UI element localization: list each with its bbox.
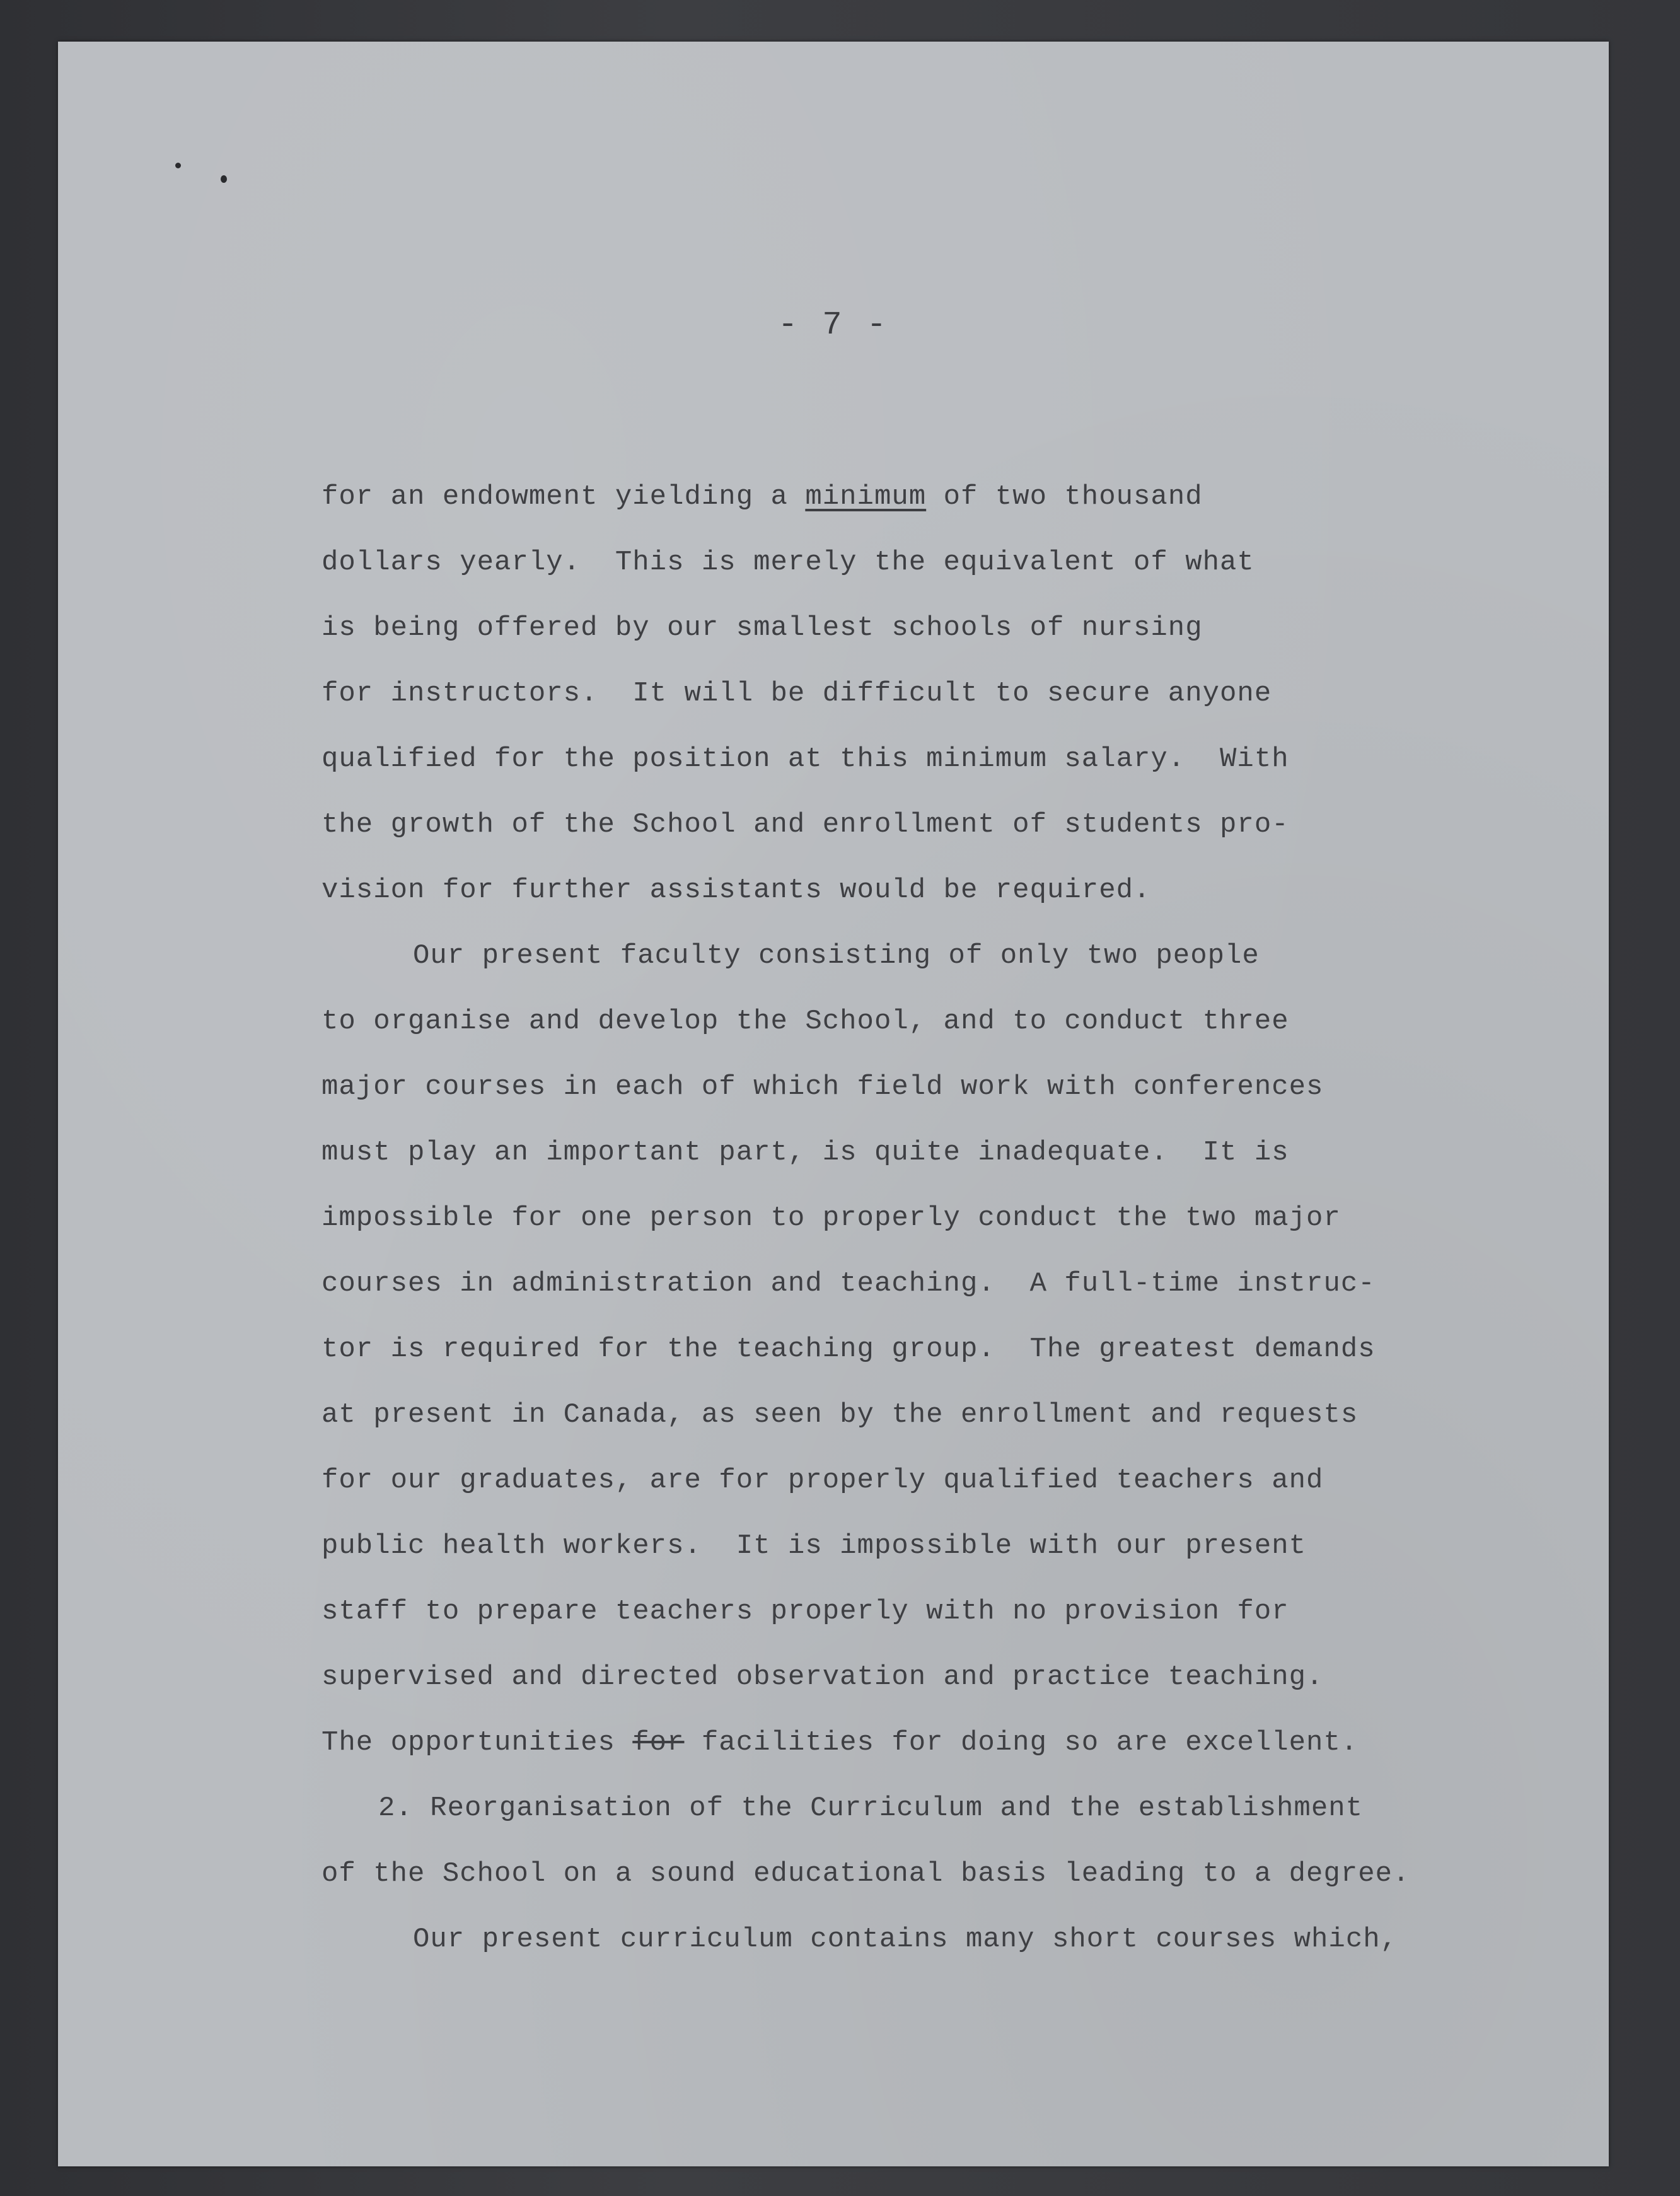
text-line: Our present faculty consisting of only two people [413,940,1260,972]
numbered-heading: 2. Reorganisation of the Curriculum and the establishment [378,1792,1364,1824]
text-line: Our present curriculum contains many short courses which, [413,1924,1398,1955]
punch-mark [221,175,227,183]
text-line: vision for further assistants would be required. [322,874,1151,906]
struck-word: for [632,1727,685,1758]
text-line: to organise and develop the School, and to conduct three [322,1006,1289,1037]
text-line: The opportunities for facilities for doing so are excellent. [322,1727,1358,1758]
text-line: supervised and directed observation and practice teaching. [322,1661,1324,1693]
punch-mark [175,163,181,168]
text-line: is being offered by our smallest schools of nursing [322,612,1203,644]
text-line: must play an important part, is quite inadequate. It is [322,1137,1289,1168]
underlined-word: minimum [805,481,927,513]
text-line: qualified for the position at this minimum salary. With [322,743,1289,775]
text-line: of the School on a sound educational basis leading to a degree. [322,1858,1410,1890]
document-page [58,42,1609,2166]
text-line: tor is required for the teaching group. The greatest demands [322,1333,1376,1365]
text-line: courses in administration and teaching. A full-time instruc- [322,1268,1376,1299]
text-line: for an endowment yielding a minimum of two thousand [322,481,1203,513]
text-line: impossible for one person to properly conduct the two major [322,1202,1341,1234]
text-line: for instructors. It will be difficult to secure anyone [322,678,1272,709]
text-line: the growth of the School and enrollment of students pro- [322,809,1289,840]
text-line: for our graduates, are for properly qualified teachers and [322,1465,1324,1496]
text-line: dollars yearly. This is merely the equivalent of what [322,547,1254,578]
typed-body-text [322,464,1582,1972]
text-line: staff to prepare teachers properly with no provision for [322,1596,1289,1627]
page-number: - 7 - [777,306,889,344]
text-line: at present in Canada, as seen by the enrollment and requests [322,1399,1358,1431]
text-line: public health workers. It is impossible with our present [322,1530,1307,1562]
text-line: major courses in each of which field work with conferences [322,1071,1324,1103]
